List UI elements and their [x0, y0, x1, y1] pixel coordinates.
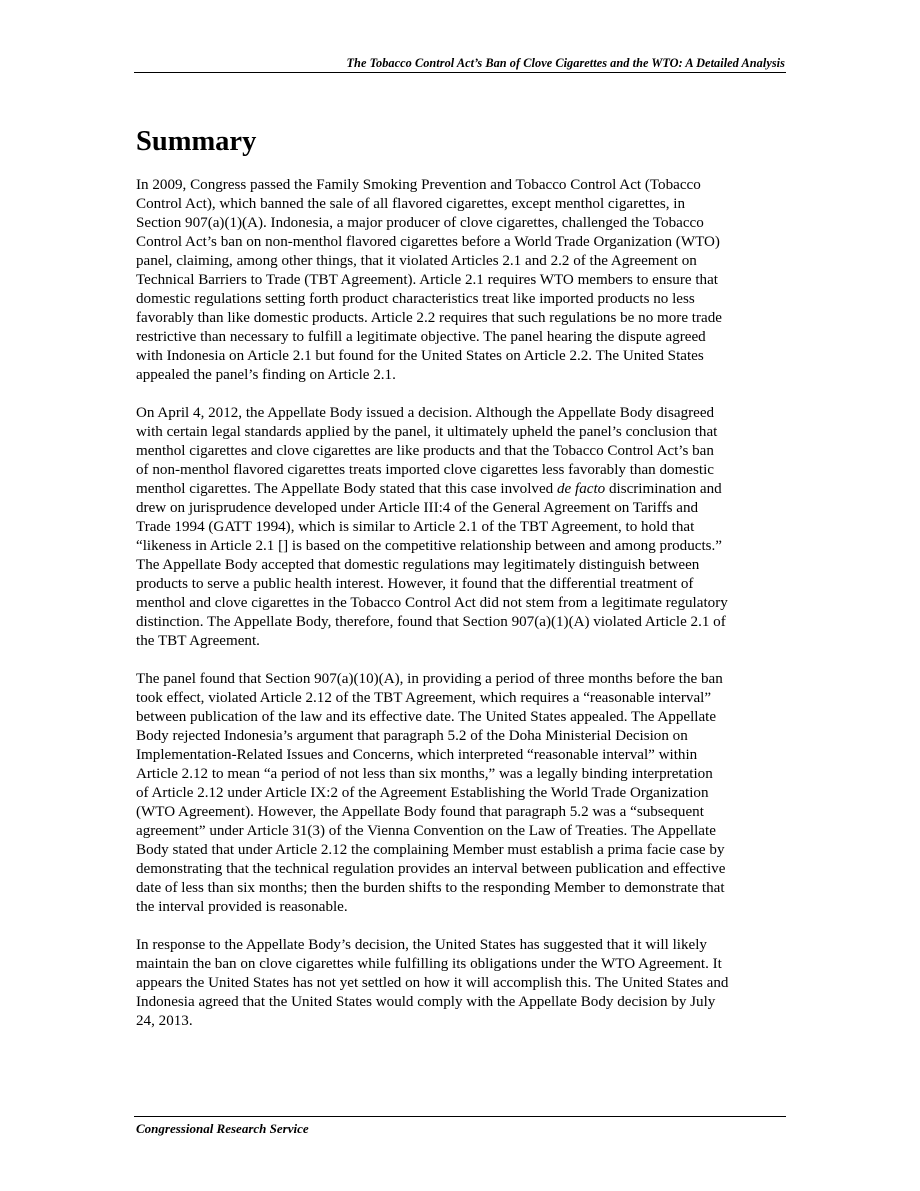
text-line: favorably than like domestic products. Article 2.2 requires that such regulations be no more trade	[136, 310, 722, 326]
text-line: of Article 2.12 under Article IX:2 of the Agreement Establishing the World Trade Organization	[136, 785, 709, 801]
summary-paragraph	[136, 936, 788, 1031]
text-line: the TBT Agreement.	[136, 633, 260, 649]
footer-publisher: Congressional Research Service	[136, 1121, 309, 1136]
text-line: appears the United States has not yet settled on how it will accomplish this. The United States and	[136, 975, 729, 991]
text-line: Implementation-Related Issues and Concerns, which interpreted “reasonable interval” within	[136, 747, 698, 763]
text-line: Control Act), which banned the sale of all flavored cigarettes, except menthol cigarettes, in	[136, 196, 686, 212]
text-line: with Indonesia on Article 2.1 but found for the United States on Article 2.2. The United States	[136, 348, 704, 364]
text-line: Control Act’s ban on non-menthol flavored cigarettes before a World Trade Organization (WTO)	[136, 234, 720, 250]
text-line: Body rejected Indonesia’s argument that paragraph 5.2 of the Doha Ministerial Decision on	[136, 728, 688, 744]
text-line: Section 907(a)(1)(A). Indonesia, a major producer of clove cigarettes, challenged the Tobacco	[136, 215, 704, 231]
text-line: 24, 2013.	[136, 1013, 193, 1029]
text-line: restrictive than necessary to fulfill a legitimate objective. The panel hearing the dispute agreed	[136, 329, 706, 345]
text-line: The Appellate Body accepted that domestic regulations may legitimately distinguish between	[136, 557, 700, 573]
text-line: menthol cigarettes and clove cigarettes are like products and that the Tobacco Control Act’s ban	[136, 443, 714, 459]
text-line: products to serve a public health interest. However, it found that the differential treatment of	[136, 576, 694, 592]
summary-paragraph	[136, 670, 788, 917]
text-line: of non-menthol flavored cigarettes treats imported clove cigarettes less favorably than domestic	[136, 462, 714, 478]
text-line: Article 2.12 to mean “a period of not less than six months,” was a legally binding interpretation	[136, 766, 713, 782]
running-header	[134, 54, 786, 73]
text-line: domestic regulations setting forth product characteristics treat like imported products no less	[136, 291, 695, 307]
text-line: “likeness in Article 2.1 [] is based on the competitive relationship between and among products.”	[136, 538, 722, 554]
text-line: took effect, violated Article 2.12 of the TBT Agreement, which requires a “reasonable interval”	[136, 690, 712, 706]
page-title: Summary	[136, 126, 257, 157]
summary-paragraph	[136, 176, 788, 385]
text-run: menthol cigarettes. The Appellate Body stated that this case involved	[136, 481, 557, 497]
summary-paragraph	[136, 404, 788, 651]
text-line: In response to the Appellate Body’s decision, the United States has suggested that it will likely	[136, 937, 707, 953]
text-line: the interval provided is reasonable.	[136, 899, 348, 915]
text-line: maintain the ban on clove cigarettes while fulfilling its obligations under the WTO Agreement. It	[136, 956, 722, 972]
text-line: In 2009, Congress passed the Family Smoking Prevention and Tobacco Control Act (Tobacco	[136, 177, 701, 193]
running-footer	[134, 1116, 786, 1136]
summary-body	[136, 176, 788, 1050]
text-line: panel, claiming, among other things, that it violated Articles 2.1 and 2.2 of the Agreement on	[136, 253, 697, 269]
text-line: with certain legal standards applied by the panel, it ultimately upheld the panel’s conclusion that	[136, 424, 718, 440]
running-header-title: The Tobacco Control Act’s Ban of Clove Cigarettes and the WTO: A Detailed Analysis	[346, 56, 785, 70]
italic-term: de facto	[556, 481, 606, 497]
text-line: drew on jurisprudence developed under Article III:4 of the General Agreement on Tariffs and	[136, 500, 699, 516]
text-line: between publication of the law and its effective date. The United States appealed. The Appellate	[136, 709, 717, 725]
text-line: demonstrating that the technical regulation provides an interval between publication and effective	[136, 861, 726, 877]
text-line: Body stated that under Article 2.12 the complaining Member must establish a prima facie case by	[136, 842, 725, 858]
text-line: appealed the panel’s finding on Article 2.1.	[136, 367, 396, 383]
text-line: agreement” under Article 31(3) of the Vienna Convention on the Law of Treaties. The Appellate	[136, 823, 716, 839]
text-line: distinction. The Appellate Body, therefore, found that Section 907(a)(1)(A) violated Article 2.1 of	[136, 614, 726, 630]
text-line: (WTO Agreement). However, the Appellate Body found that paragraph 5.2 was a “subsequent	[136, 804, 704, 820]
text-line: menthol and clove cigarettes in the Tobacco Control Act did not stem from a legitimate regulatory	[136, 595, 728, 611]
text-line	[136, 480, 788, 499]
text-line: Trade 1994 (GATT 1994), which is similar to Article 2.1 of the TBT Agreement, to hold that	[136, 519, 695, 535]
text-line: date of less than six months; then the burden shifts to the responding Member to demonstrate that	[136, 880, 725, 896]
text-line: Indonesia agreed that the United States would comply with the Appellate Body decision by July	[136, 994, 716, 1010]
text-line: Technical Barriers to Trade (TBT Agreement). Article 2.1 requires WTO members to ensure that	[136, 272, 718, 288]
text-line: The panel found that Section 907(a)(10)(A), in providing a period of three months before the ban	[136, 671, 723, 687]
text-line: On April 4, 2012, the Appellate Body issued a decision. Although the Appellate Body disagreed	[136, 405, 715, 421]
text-run: discrimination and	[605, 481, 722, 497]
